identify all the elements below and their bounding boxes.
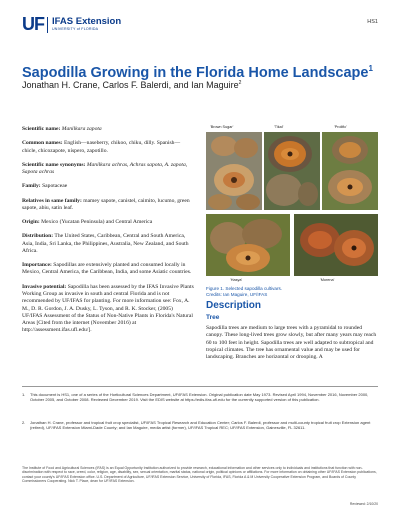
figure-caption: Figure 1. Selected sapodilla cultivars. Credits: Ian Maguire, UF/IFAS xyxy=(206,286,356,297)
photo-tikal xyxy=(264,132,320,210)
footnote-1: 1. This document is HS1, one of a series of the Horticultural Sciences Department, UF/IFAS Extension. Original publication date May 1973. Revised April 1994, November 2016, November 2000, October 2005, and October 2008. Reviewed December 2019. Visit the EDIS website at https://edis.ifas.ufl.edu for the currently supported version of this publication. xyxy=(22,392,369,402)
common-names-entry: Common names: English—naseberry, chikoo, chiku, dilly. Spanish—chicle, chicozapote, níspero, zapotillo. xyxy=(22,140,181,154)
authors-line: Jonathan H. Crane, Carlos F. Balerdi, and Ian Maguire$^2$ xyxy=(22,80,242,90)
scientific-name-entry: Scientific name: Manilkara zapota xyxy=(22,126,102,132)
origin-entry: Origin: Mexico (Yucatan Peninsula) and Central America xyxy=(22,219,153,226)
footnote-divider xyxy=(22,386,378,387)
publication-number: HS1 xyxy=(367,19,378,25)
photo-morena xyxy=(294,214,378,276)
importance-entry: Importance: Sapodillas are extensively planted and consumed locally in Mexico, Central America, the Caribbean, India, and some Asiatic countries. xyxy=(22,262,192,276)
subheading-tree: Tree xyxy=(206,314,220,321)
caption-prolific: 'Prolific' xyxy=(334,125,347,129)
ifas-disclaimer: The Institute of Food and Agricultural Sciences (IFAS) is an Equal Opportunity Institution authorized to provide research, educational information and other services only to individuals and institutions that function with non-discrimination with respect to race, creed, color, religion, age, disability, sex, sexual orientation, marital status, national origin, political opinions or affiliations. For more information on obtaining other UF/IFAS Extension publications, contact your county's UF/IFAS Extension office. U.S. Department of Agriculture, UF/IFAS Extension Service, University of Florida, IFAS, Florida A & M University Cooperative Extension Program, and Boards of County Commissioners Cooperating. Nick T. Place, dean for UF/IFAS Extension. xyxy=(22,466,377,484)
caption-hasya: 'Hasya' xyxy=(230,278,243,282)
logo-divider xyxy=(47,17,48,33)
figure-credits: Credits: Ian Maguire, UF/IFAS xyxy=(206,291,268,297)
section-heading-description: Description xyxy=(206,300,262,311)
distribution-entry: Distribution: The United States, Caribbean, Central and South America, Asia, India, Sri Lanka, the Philippines, Australia, New Zealand, and South Africa. xyxy=(22,233,189,254)
family-entry: Family: Sapotaceae xyxy=(22,183,68,190)
logo-subtitle: UNIVERSITY of FLORIDA xyxy=(52,26,99,31)
document-title: Sapodilla Growing in the Florida Home Landscape$^1$ xyxy=(22,64,373,81)
logo-uf: UF xyxy=(22,14,44,34)
synonyms-entry: Scientific name synonyms: Manilkara achras, Achras sapota, A. zapota, Sapota achras xyxy=(22,161,188,176)
photo-hasya xyxy=(206,214,290,276)
photo-brown-sugar xyxy=(206,132,262,210)
logo-ifas-text: IFAS Extension xyxy=(52,16,122,28)
description-body: Sapodilla trees are medium to large trees with a pyramidal to rounded canopy. These long-lived trees grow slowly, but after many years may reach 60 to 100 feet in height. Sapodilla trees are well adapted to subtropical and tropical climates. The tree has ornamental value and may be used for landscaping. Branches are horizontal or drooping. A xyxy=(206,325,377,361)
invasive-potential-entry: Invasive potential: Sapodilla has been assessed by the IFAS Invasive Plants Working Group as invasive in south and central Florida and is not recommended by UF/IFAS for planting. For more information see: Fox, A. M., D. R. Gordon, J. A. Dusky, L. Tyson, and R. K. Stocker, (2005) UF/IFAS Assessment of the Status of Non-Native Plants in Florida's Natural Areas [Cited from the internet (November 2016) at http://assessment.ifas.ufl.edu/]. xyxy=(22,283,194,334)
uf-ifas-logo xyxy=(22,14,121,35)
relatives-entry: Relatives in same family: mamey sapote, canistel, caimito, lucumo, green sapote, abiu, satin leaf. xyxy=(22,197,190,211)
photo-prolific xyxy=(322,132,378,210)
footnote-2: 2. Jonathan H. Crane, professor and tropical fruit crop specialist, UF/IFAS Tropical Research and Education Center; Carlos F. Balerdi, professor and multi-county tropical fruit crop Extension agent (retired), UF/IFAS Extension Miami-Dade County; and Ian Maguire, media artist (former), UF/IFAS Tropical REC; UF/IFAS Extension, Gainesville, FL 32611. xyxy=(22,420,371,430)
caption-brown-sugar: 'Brown Sugar' xyxy=(210,125,234,129)
left-column xyxy=(22,126,194,342)
review-date: Reviewed: 2/10/20 xyxy=(349,502,378,506)
caption-morena: 'Morena' xyxy=(320,278,335,282)
caption-tikal: 'Tikal' xyxy=(274,125,284,129)
page-header xyxy=(0,0,400,62)
